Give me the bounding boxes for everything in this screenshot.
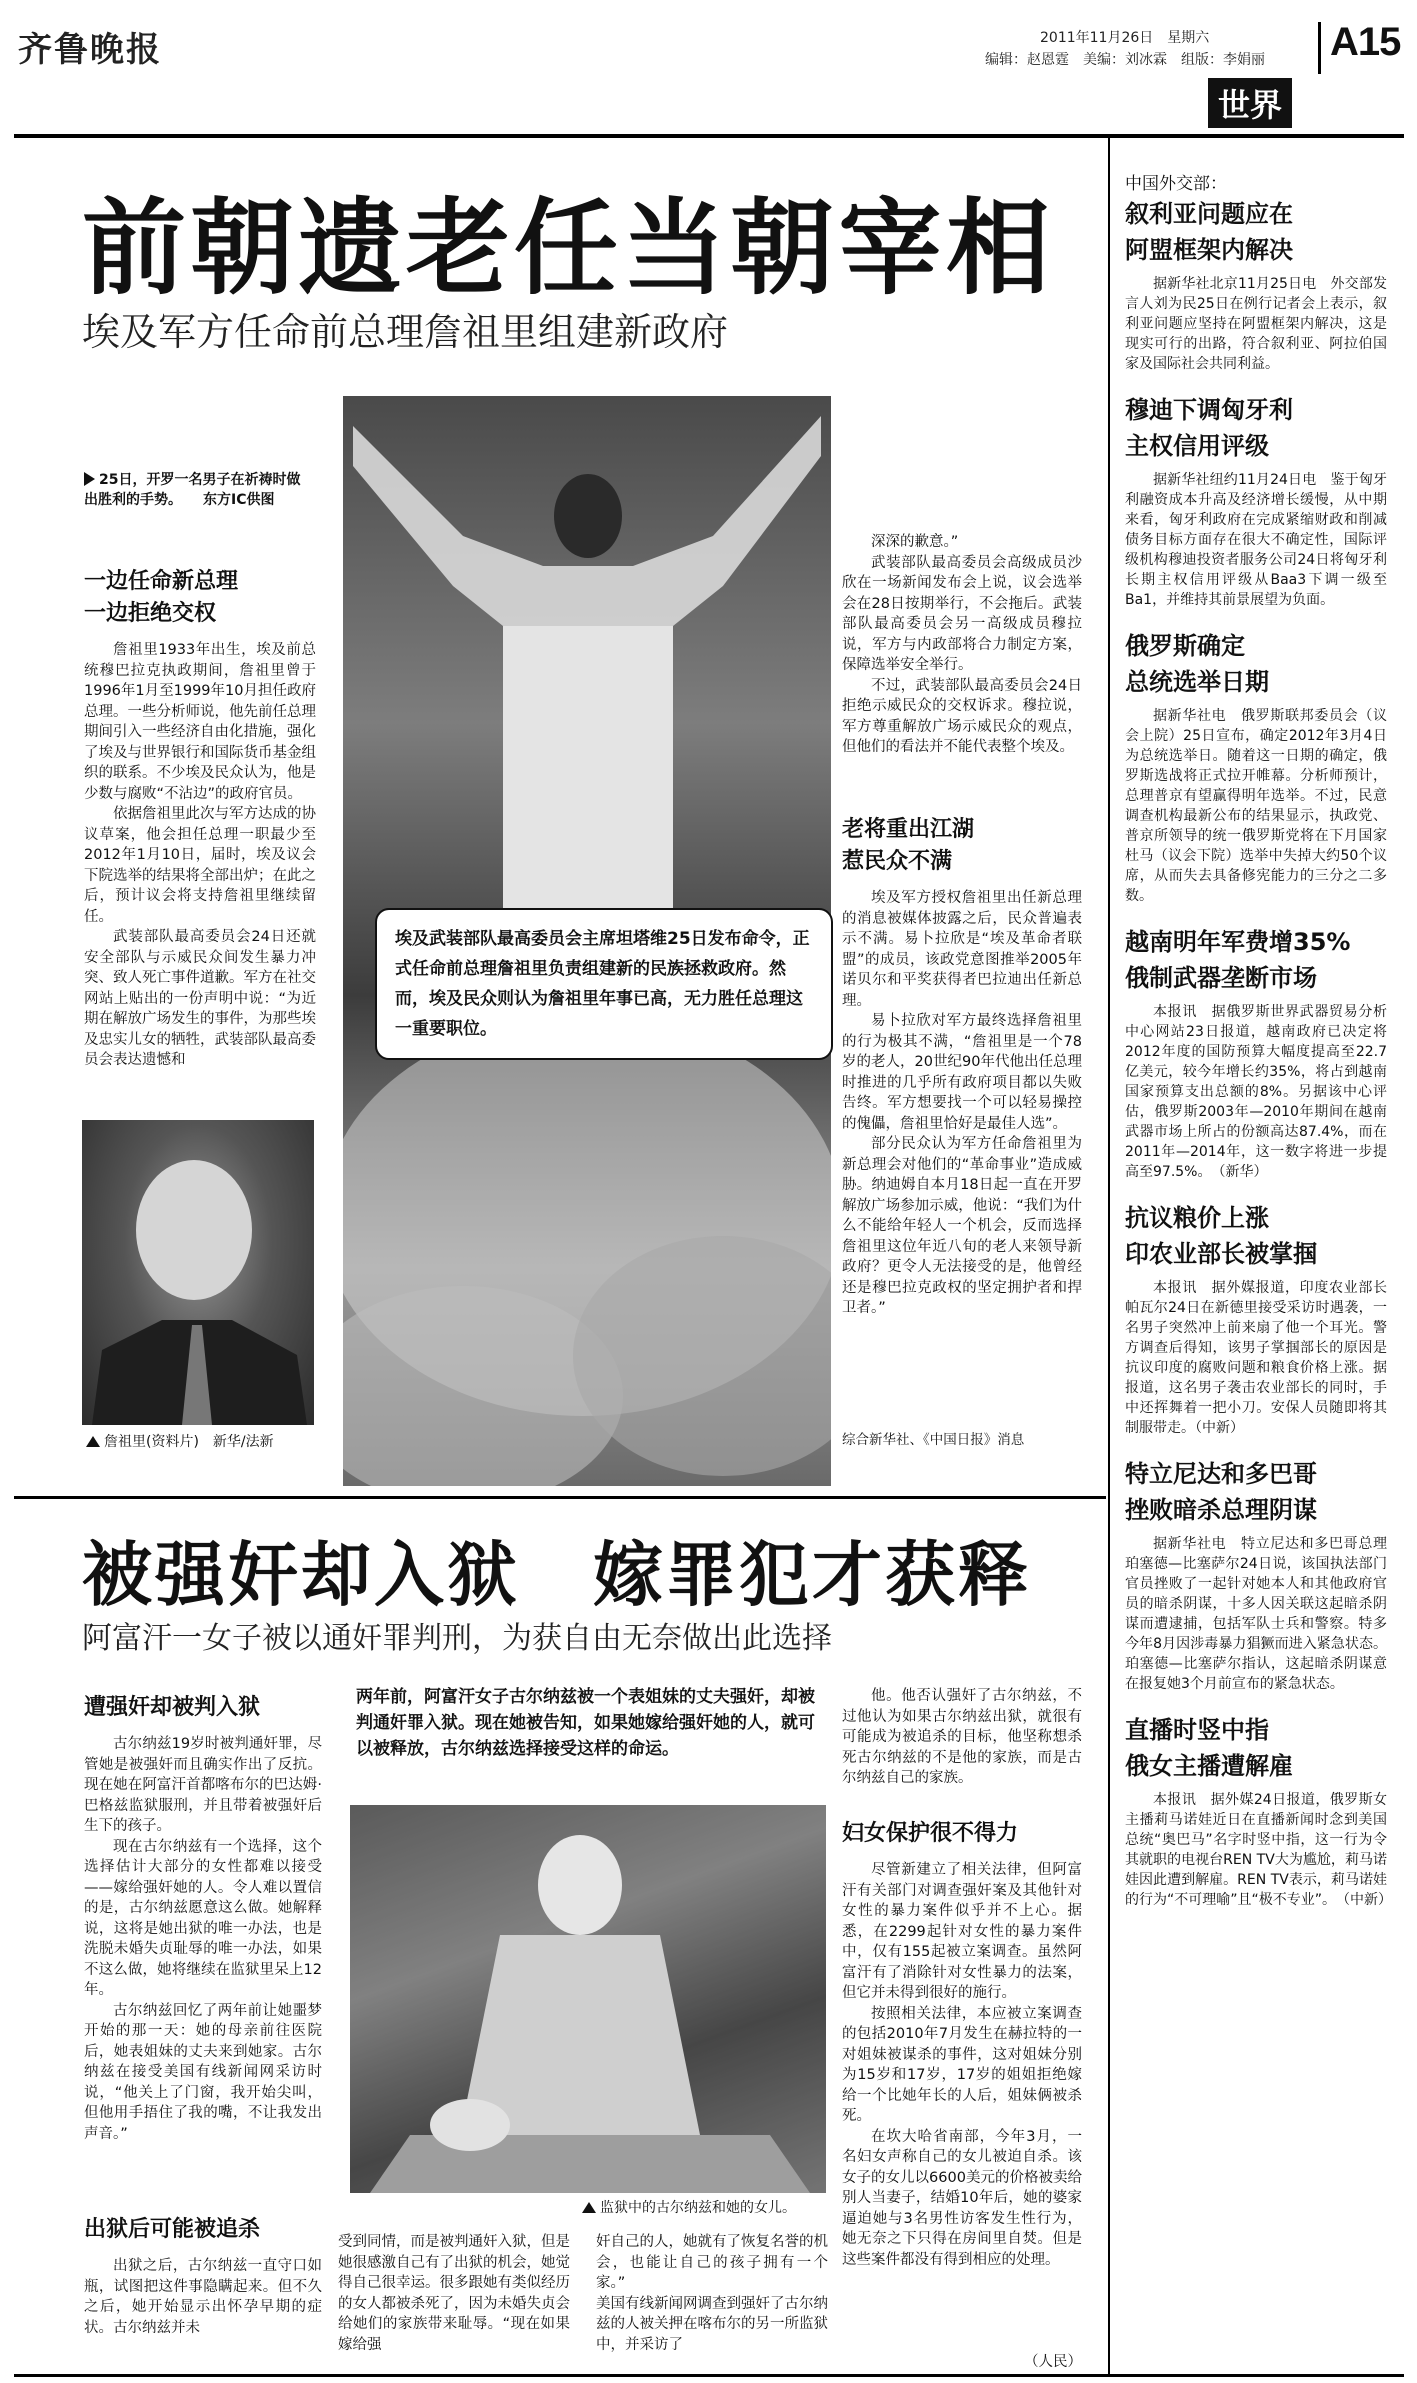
date-line: 2011年11月26日 星期六 xyxy=(1040,30,1210,46)
paragraph: 尽管新建立了相关法律，但阿富汗有关部门对调查强奸案及其他针对女性的暴力案件似乎并不上心。据悉，在2299起针对女性的暴力案件中，仅有155起被立案调查。虽然阿富汗有了消除针对女性暴力的法案，但它并未得到很好的施行。 xyxy=(842,1862,1082,2001)
story2-col1-heading: 遭强奸却被判入狱 xyxy=(84,1695,261,1720)
caption-triangle-icon xyxy=(86,1436,100,1447)
story2-intro: 两年前，阿富汗女子古尔纳兹被一个表姐妹的丈夫强奸，却被判通奸罪入狱。现在她被告知，如果她嫁给强奸她的人，就可以被释放，古尔纳兹选择接受这样的命运。 xyxy=(356,1687,815,1759)
sidebar-item xyxy=(1125,1200,1387,1438)
section-label: 世界 xyxy=(1208,78,1292,128)
paragraph: 他。他否认强奸了古尔纳兹，不过他认为如果古尔纳兹出狱，就很有可能成为被追杀的目标，他坚称想杀死古尔纳兹的不是他的家族，而是古尔纳兹自己的家族。 xyxy=(842,1688,1082,1786)
story2-col2-bottom: 受到同情，而是被判通奸入狱，但是她很感激自己有了出狱的机会，她觉得自己很幸运。很多跟她有类似经历的女人都被杀死了，因为未婚失贞会给她们的家族带来耻辱。“现在如果嫁给强 xyxy=(338,2234,570,2353)
story2-col3-bottom: 奸自己的人，她就有了恢复名誉的机会，也能让自己的孩子拥有一个家。” 美国有线新闻网调查到强奸了古尔纳兹的人被关押在喀布尔的另一所监狱中，并采访了 xyxy=(596,2234,828,2353)
story2-headline: 被强奸却入狱 嫁罪犯才获释 xyxy=(82,1534,1031,1616)
sidebar-body: 据新华社电 特立尼达和多巴哥总理珀塞德—比塞萨尔24日说，该国执法部门官员挫败了一起针对她本人和其他政府官员的暗杀阴谋，十多人因关联这起暗杀阴谋而遭逮捕，包括军队士兵和警察。特多今年8月因涉毒暴力猖獗而进入紧急状态。珀塞德—比塞萨尔指认，这起暗杀阴谋意在报复她3个月前宣布的紧急状态。 xyxy=(1125,1536,1387,1692)
story2-col1-body xyxy=(84,1734,322,2144)
paragraph: 部分民众认为军方任命詹祖里为新总理会对他们的“革命事业”造成威胁。纳迪姆自本月18日起一直在开罗解放广场参加示威，他说：“我们为什么不能给年轻人一个机会，反而选择詹祖里这位年近八旬的老人来领导新政府？更令人无法接受的是，他曾经还是穆巴拉克政权的坚定拥护者和捍卫者。” xyxy=(842,1136,1082,1316)
sidebar-body: 据新华社电 俄罗斯联邦委员会（议会上院）25日宣布，确定2012年3月4日为总统选举日。随着这一日期的确定，俄罗斯选战将正式拉开帷幕。分析师预计，总理普京有望赢得明年选举。不过，民意调查机构最新公布的结果显示，执政党、普京所领导的统一俄罗斯党将在下月国家杜马（议会下院）选举中失掉大约50个议席，从而失去具备修宪能力的三分之二多数。 xyxy=(1125,708,1387,904)
sidebar-headline: 直播时竖中指 俄女主播遭解雇 xyxy=(1125,1716,1293,1780)
portrait-figure xyxy=(82,1120,314,1425)
sidebar-item xyxy=(1125,628,1387,906)
sidebar-body: 本报讯 据外媒报道，印度农业部长帕瓦尔24日在新德里接受采访时遇袭，一名男子突然冲上前来扇了他一个耳光。警方调查后得知，该男子掌掴部长的原因是抗议印度的腐败问题和粮食价格上涨。据报道，这名男子袭击农业部长的同时，手中还挥舞着一把小刀。安保人员随即将其制服带走。（中新） xyxy=(1125,1280,1387,1436)
story1-source: 综合新华社、《中国日报》消息 xyxy=(842,1432,1025,1448)
page-number: A15 xyxy=(1330,20,1401,64)
caption-triangle-icon xyxy=(582,2202,596,2213)
sidebar-body: 据新华社北京11月25日电 外交部发言人刘为民25日在例行记者会上表示，叙利亚问题应坚持在阿盟框架内解决，这是现实可行的出路，符合叙利亚、阿拉伯国家及国际社会共同利益。 xyxy=(1125,276,1387,372)
sidebar-divider xyxy=(1108,138,1110,2374)
paragraph: 按照相关法律，本应被立案调查的包括2010年7月发生在赫拉特的一对姐妹被谋杀的事件，这对姐妹分别为15岁和17岁，17岁的姐姐拒绝嫁给一个比她年长的人后，姐妹俩被杀死。 xyxy=(842,2005,1082,2124)
story1-subheadline: 埃及军方任命前总理詹祖里组建新政府 xyxy=(82,310,729,354)
story1-pullquote: 埃及武装部队最高委员会主席坦塔维25日发布命令，正式任命前总理詹祖里负责组建新的民族拯救政府。然而，埃及民众则认为詹祖里年事已高，无力胜任总理这一重要职位。 xyxy=(375,908,833,1060)
sidebar-headline: 抗议粮价上涨 印农业部长被掌掴 xyxy=(1125,1204,1317,1268)
sidebar-item xyxy=(1125,392,1387,610)
story2-col4-top xyxy=(842,1686,1082,1789)
sidebar-kicker: 中国外交部： xyxy=(1125,174,1227,194)
bottom-rule xyxy=(14,2374,1404,2377)
paragraph: 易卜拉欣对军方最终选择詹祖里的行为极其不满，“詹祖里是一个78岁的老人，20世纪90年代他出任总理时推进的几乎所有政府项目都以失败告终。军方想要找一个可以轻易操控的傀儡，詹祖里恰好是最佳人选”。 xyxy=(842,1013,1082,1132)
story-divider xyxy=(14,1496,1106,1499)
story1-headline: 前朝遗老任当朝宰相 xyxy=(82,187,1055,309)
sidebar-headline: 特立尼达和多巴哥 挫败暗杀总理阴谋 xyxy=(1125,1460,1317,1524)
story2-col4-heading: 妇女保护很不得力 xyxy=(842,1821,1019,1846)
sidebar-item xyxy=(1125,1712,1393,1910)
caption-arrow-icon xyxy=(84,472,95,486)
sidebar-headline: 穆迪下调匈牙利 主权信用评级 xyxy=(1125,396,1293,460)
story1-photo-caption: 25日，开罗一名男子在祈祷时做出胜利的手势。 东方IC供图 xyxy=(84,472,301,508)
sidebar-headline: 俄罗斯确定 总统选举日期 xyxy=(1125,632,1269,696)
paragraph: 在坎大哈省南部，今年3月，一名妇女声称自己的女儿被迫自杀。该女子的女儿以6600美元的价格被卖给别人当妻子，结婚10年后，她的婆家逼迫她与3名男性访客发生性行为，她无奈之下只得在房间里自焚。但是这些案件都没有得到相应的处理。 xyxy=(842,2128,1082,2268)
story2-photo-caption: 监狱中的古尔纳兹和她的女儿。 xyxy=(582,2198,832,2218)
paragraph: 深深的歉意。” xyxy=(871,534,959,550)
prison-photo xyxy=(350,1805,826,2193)
paragraph: 古尔纳兹回忆了两年前让她噩梦开始的那一天：她的母亲前往医院后，她表姐妹的丈夫来到她家。古尔纳兹在接受美国有线新闻网采访时说，“他关上了门窗，我开始尖叫，但他用手捂住了我的嘴，不让我发出声音。” xyxy=(84,2002,322,2142)
sidebar-body: 本报讯 据外媒24日报道，俄罗斯女主播莉马诺娃近日在直播新闻时念到美国总统“奥巴马”名字时竖中指，这一行为令其就职的电视台REN TV大为尴尬，莉马诺娃因此遭到解雇。REN TV表示，莉马诺娃的行为“不可理喻”且“极不专业”。 （中新） xyxy=(1125,1792,1393,1908)
masthead-divider xyxy=(1318,22,1321,74)
sidebar-news xyxy=(1125,172,1393,1910)
top-rule xyxy=(14,134,1404,138)
paragraph: 詹祖里1933年出生，埃及前总统穆巴拉克执政期间，詹祖里曾于1996年1月至1999年10月担任政府总理。一些分析师说，他先前任总理期间引入一些经济自由化措施，强化了埃及与世界银行和国际货币基金组织的联系。不少埃及民众认为，他是少数与腐败“不沾边”的政府官员。 xyxy=(84,642,316,802)
paragraph: 出狱之后，古尔纳兹一直守口如瓶，试图把这件事隐瞒起来。但不久之后，她开始显示出怀孕早期的症状。古尔纳兹并未 xyxy=(84,2258,322,2336)
portrait-caption: 詹祖里(资料片) 新华/法新 xyxy=(86,1432,316,1452)
story1-col1-heading: 一边任命新总理 一边拒绝交权 xyxy=(84,569,239,626)
editors-line: 编辑：赵恩霆 美编：刘冰霖 组版：李娟丽 xyxy=(985,52,1265,68)
sidebar-body: 据新华社纽约11月24日电 鉴于匈牙利融资成本升高及经济增长缓慢，从中期来看，匈牙利政府在完成紧缩财政和削减债务目标方面存在很大不确定性，国际评级机构穆迪投资者服务公司24日将匈牙利长期主权信用评级从Baa3下调一级至Ba1，并维持其前景展望为负面。 xyxy=(1125,472,1387,608)
newspaper-logo: 齐鲁晚报 xyxy=(18,30,162,70)
paragraph: 武装部队最高委员会24日还就安全部队与示威民众间发生暴力冲突、致人死亡事件道歉。军方在社交网站上贴出的一份声明中说：“为近期在解放广场发生的事件，为那些埃及忠实儿女的牺牲，武装部队最高委员会表达遗憾和 xyxy=(84,929,316,1068)
sidebar-headline: 越南明年军费增35% 俄制武器垄断市场 xyxy=(1125,928,1351,992)
sidebar-item xyxy=(1125,172,1387,374)
story2-col4-body xyxy=(842,1860,1082,2270)
paragraph: 现在古尔纳兹有一个选择，这个选择估计大部分的女性都难以接受——嫁给强奸她的人。令人难以置信的是，古尔纳兹愿意这么做。她解释说，这将是她出狱的唯一办法，也是洗脱未婚失贞耻辱的唯一办法，如果不这么做，她将继续在监狱里呆上12年。 xyxy=(84,1838,322,1998)
paragraph: 埃及军方授权詹祖里出任新总理的消息被媒体披露之后，民众普遍表示不满。易卜拉欣是“埃及革命者联盟”的成员，该政党意图推举2005年诺贝尔和平奖获得者巴拉迪出任新总理。 xyxy=(842,890,1082,1009)
sidebar-item xyxy=(1125,1456,1387,1694)
prison-figure xyxy=(350,1805,826,2193)
sidebar-headline: 叙利亚问题应在 阿盟框架内解决 xyxy=(1125,200,1293,264)
story2-col1-body2 xyxy=(84,2256,322,2338)
sidebar-body: 本报讯 据俄罗斯世界武器贸易分析中心网站23日报道，越南政府已决定将2012年度的国防预算大幅度提高至22.7亿美元，较今年增长约35%，将占到越南国家预算支出总额的8%。另据该中心评估，俄罗斯2003年—2010年期间在越南武器市场上所占的份额高达87.4%，而在2011年—2014年，这一数字将进一步提高至97.5%。 （新华） xyxy=(1125,1004,1387,1180)
sidebar-item xyxy=(1125,924,1387,1182)
story2-col1-heading2: 出狱后可能被追杀 xyxy=(84,2217,261,2242)
story1-col3-heading: 老将重出江湖 惹民众不满 xyxy=(842,817,975,874)
paragraph: 依据詹祖里此次与军方达成的协议草案，他会担任总理一职最少至2012年1月10日，届时，埃及议会下院选举的结果将全部出炉；在此之后，预计议会将支持詹祖里继续留任。 xyxy=(84,806,316,925)
paragraph: 不过，武装部队最高委员会24日拒绝示威民众的交权诉求。穆拉说，军方尊重解放广场示威民众的观点，但他们的看法并不能代表整个埃及。 xyxy=(842,677,1082,755)
portrait-photo xyxy=(82,1120,314,1425)
story1-col3-body xyxy=(842,888,1082,1319)
paragraph: 古尔纳兹19岁时被判通奸罪，尽管她是被强奸而且确实作出了反抗。现在她在阿富汗首都喀布尔的巴达姆·巴格兹监狱服刑，并且带着被强奸后生下的孩子。 xyxy=(84,1736,322,1834)
story1-col3-top xyxy=(842,532,1082,758)
story2-subheadline: 阿富汗一女子被以通奸罪判刑，为获自由无奈做出此选择 xyxy=(82,1621,832,1656)
story2-source: （人民） xyxy=(1024,2354,1082,2370)
paragraph: 武装部队最高委员会高级成员沙欣在一场新闻发布会上说，议会选举会在28日按期举行，不会拖后。武装部队最高委员会另一高级成员穆拉说，军方与内政部将合力制定方案，保障选举安全举行。 xyxy=(842,554,1082,673)
story1-col1-body xyxy=(84,640,316,1071)
